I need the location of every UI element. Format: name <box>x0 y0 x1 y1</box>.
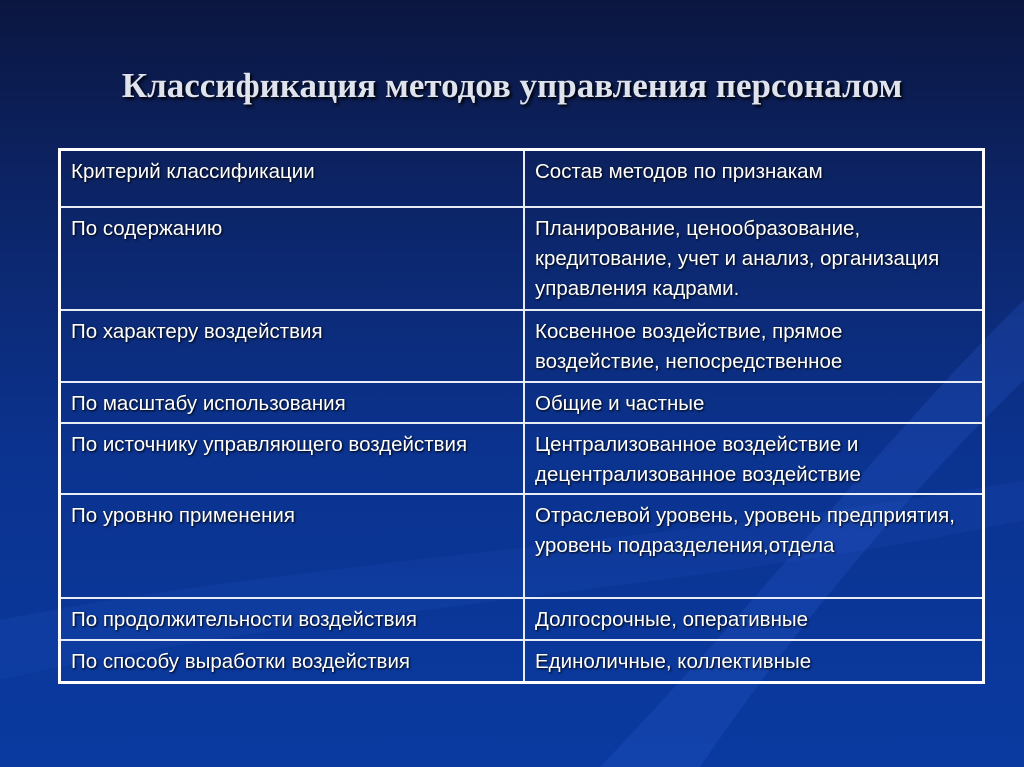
table-header-row <box>60 150 984 207</box>
table-row <box>60 207 984 310</box>
criterion-cell: По продолжительности воздействия <box>60 598 525 640</box>
criterion-cell: По содержанию <box>60 207 525 310</box>
table-row <box>60 640 984 683</box>
methods-cell: Централизованное воздействие и децентрализованное воздействие <box>524 423 984 494</box>
methods-cell: Долгосрочные, оперативные <box>524 598 984 640</box>
classification-table <box>58 148 985 684</box>
table-row <box>60 423 984 494</box>
criterion-cell: По характеру воздействия <box>60 310 525 382</box>
slide-title: Классификация методов управления персоналом <box>121 66 903 105</box>
methods-cell: Планирование, ценообразование, кредитование, учет и анализ, организация управления кадрами. <box>524 207 984 310</box>
methods-cell: Отраслевой уровень, уровень предприятия, уровень подразделения,отдела <box>524 494 984 598</box>
criterion-cell: По уровню применения <box>60 494 525 598</box>
table-row <box>60 494 984 598</box>
methods-cell: Единоличные, коллективные <box>524 640 984 683</box>
table-row <box>60 382 984 423</box>
criterion-cell: По масштабу использования <box>60 382 525 423</box>
criterion-cell: По источнику управляющего воздействия <box>60 423 525 494</box>
methods-cell: Общие и частные <box>524 382 984 423</box>
header-cell: Состав методов по признакам <box>524 150 984 207</box>
header-cell: Критерий классификации <box>60 150 525 207</box>
criterion-cell: По способу выработки воздействия <box>60 640 525 683</box>
methods-cell: Косвенное воздействие, прямое воздействие, непосредственное <box>524 310 984 382</box>
table-row <box>60 310 984 382</box>
table-row <box>60 598 984 640</box>
